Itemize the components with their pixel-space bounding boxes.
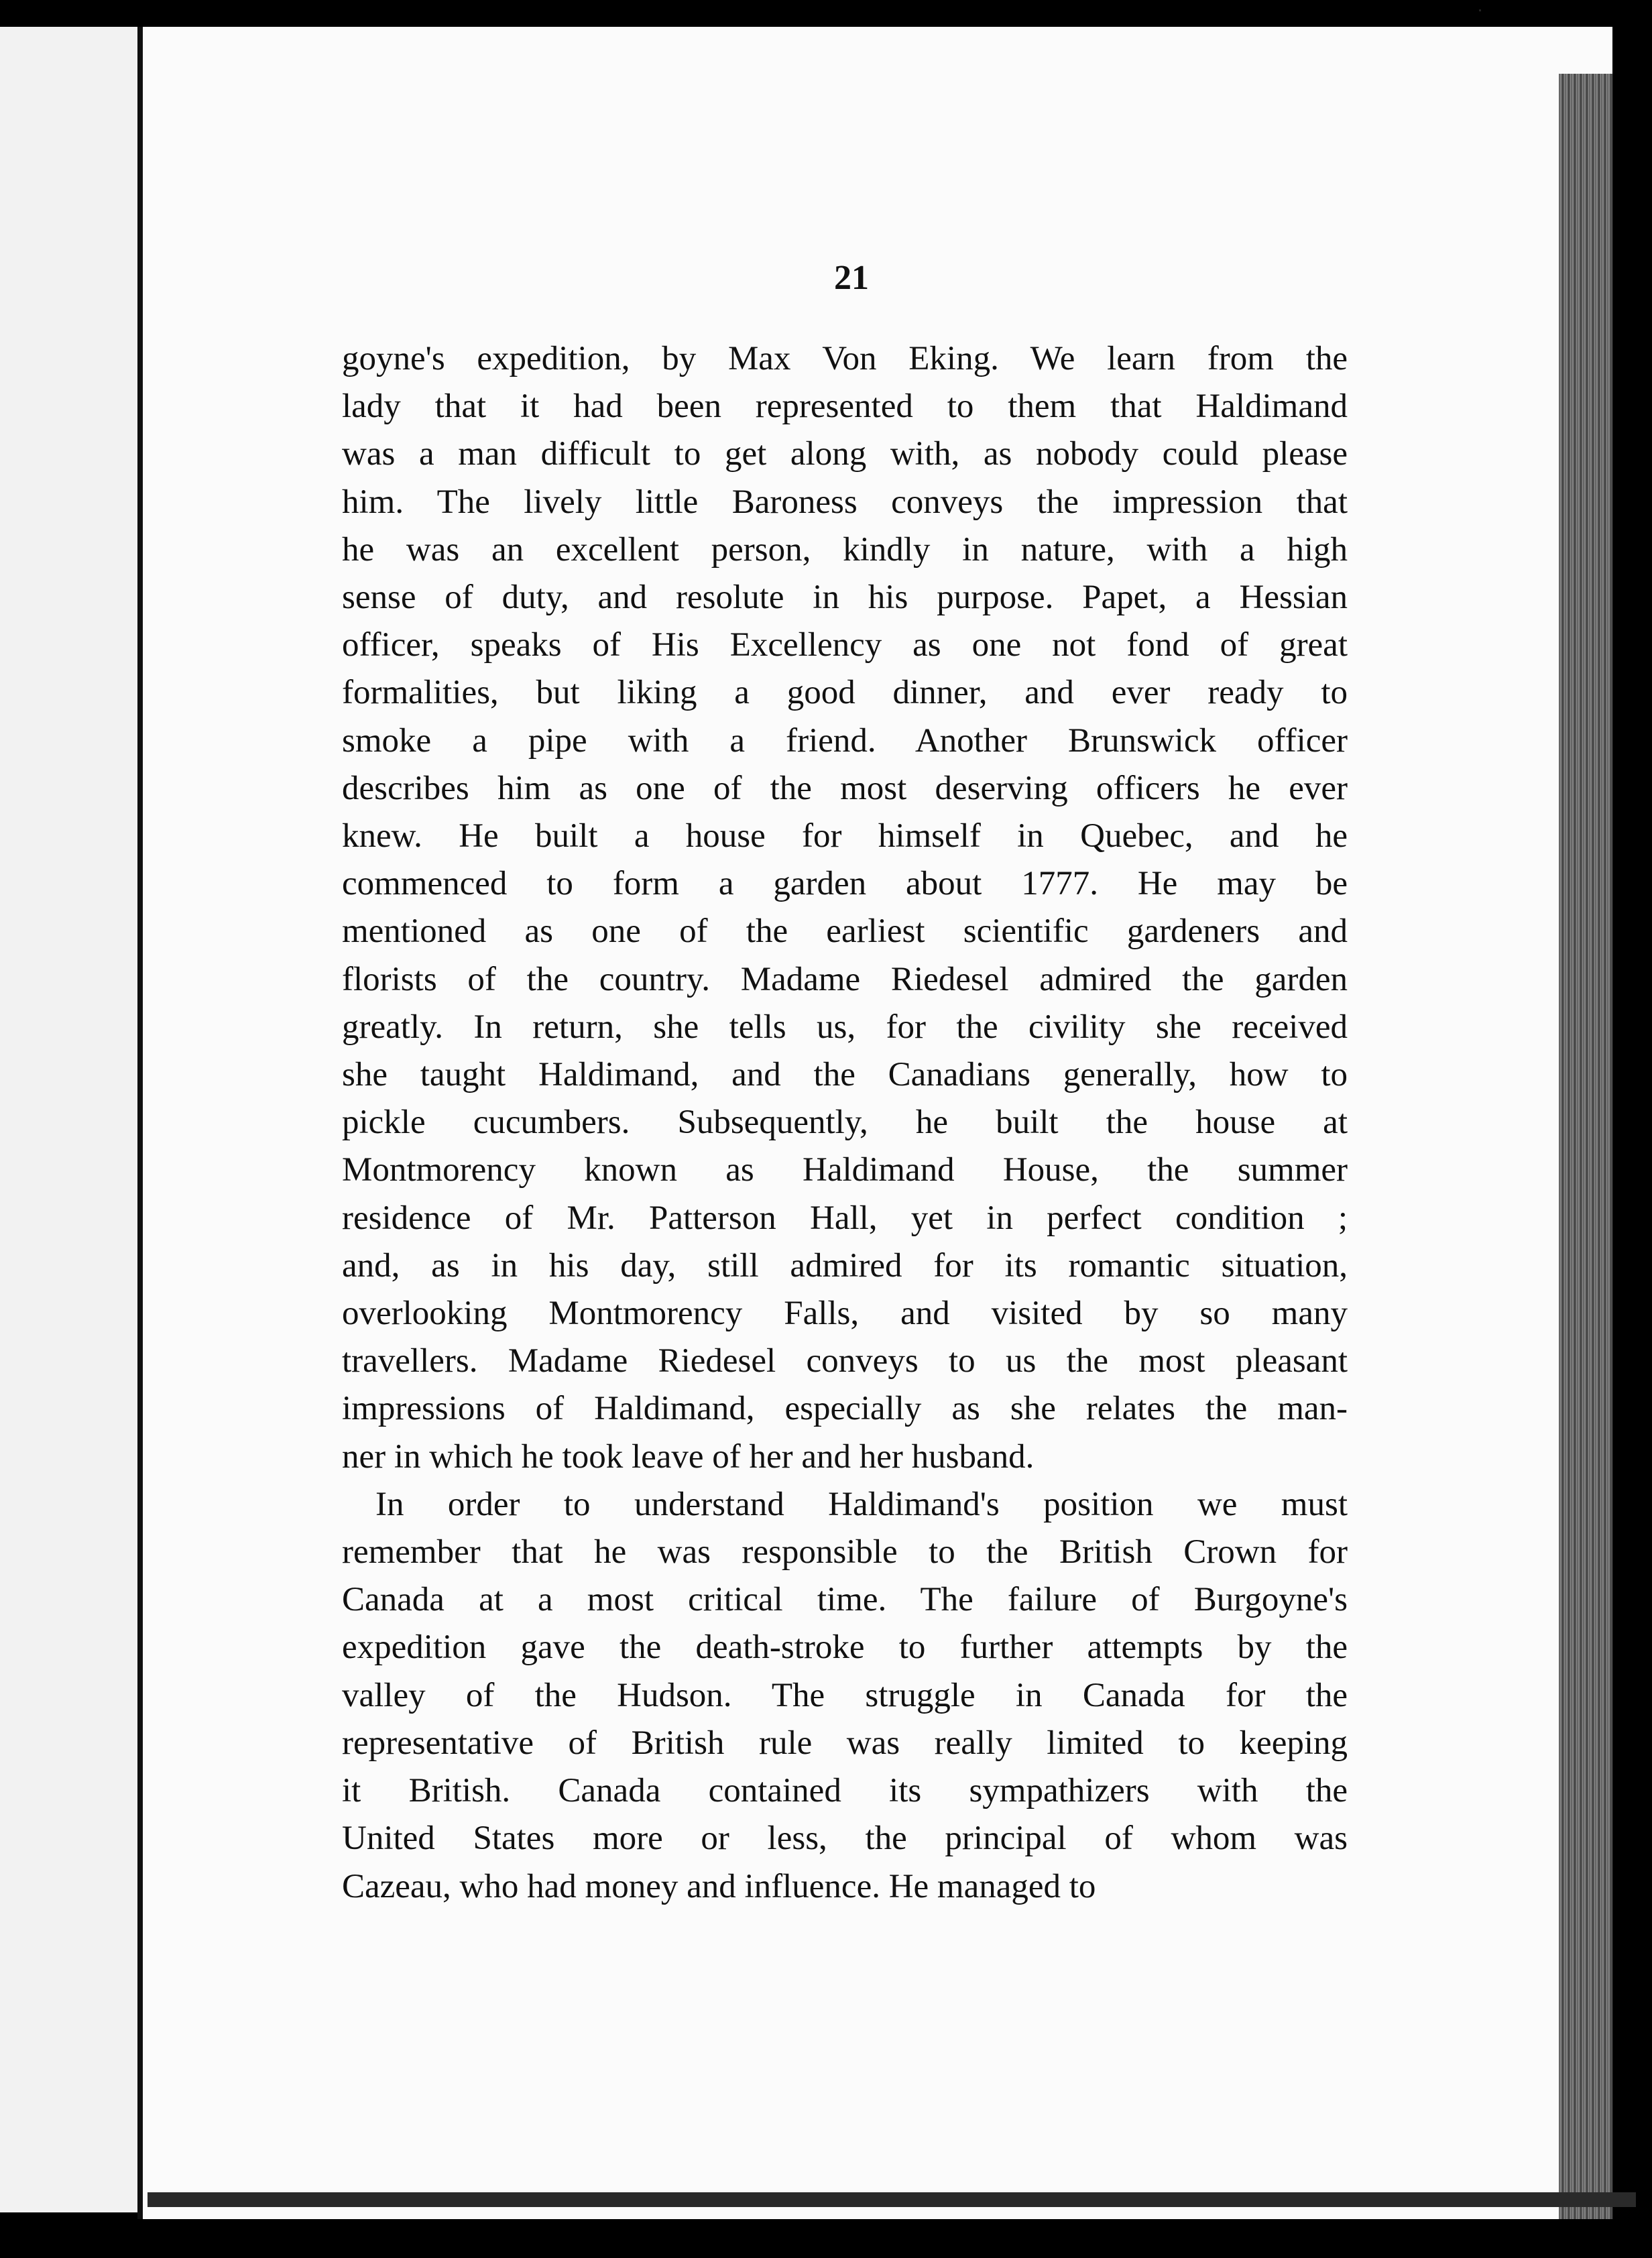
text-line: describes him as one of the most deserving officers he ever (342, 769, 1348, 807)
text-line: mentioned as one of the earliest scientific gardeners and (342, 912, 1348, 951)
text-line: goyne's expedition, by Max Von Eking. We learn from the (342, 340, 1348, 377)
text-line: valley of the Hudson. The struggle in Canada for the (342, 1676, 1348, 1714)
text-line: she taught Haldimand, and the Canadians generally, how to (342, 1056, 1348, 1094)
text-line: lady that it had been represented to them that Haldimand (342, 388, 1348, 426)
body-text (342, 335, 1348, 1911)
text-line: pickle cucumbers. Subsequently, he built the house at (342, 1104, 1348, 1142)
text-line: florists of the country. Madame Riedesel admired the garden (342, 960, 1348, 998)
text-line: remember that he was responsible to the British Crown for (342, 1533, 1348, 1571)
text-line: commenced to form a garden about 1777. He may be (342, 865, 1348, 903)
text-line: In order to understand Haldimand's position we must (375, 1485, 1348, 1523)
text-line: and, as in his day, still admired for its romantic situation, (342, 1246, 1348, 1285)
text-line: formalities, but liking a good dinner, and ever ready to (342, 674, 1348, 712)
page-stack-edge (1559, 74, 1612, 2219)
text-line: officer, speaks of His Excellency as one not fond of great (342, 626, 1348, 664)
text-line: was a man difficult to get along with, as nobody could please (342, 435, 1348, 473)
text-line: Montmorency known as Haldimand House, the summer (342, 1151, 1348, 1189)
paragraph (342, 335, 1348, 1481)
paragraph (342, 1481, 1348, 1911)
text-line: residence of Mr. Patterson Hall, yet in perfect condition ; (342, 1199, 1348, 1237)
scan-speck-mark: ˙ (1475, 7, 1485, 30)
text-line: sense of duty, and resolute in his purpose. Papet, a Hessian (342, 579, 1348, 617)
text-line: he was an excellent person, kindly in nature, with a high (342, 530, 1348, 569)
page-bottom-edge (148, 2192, 1636, 2207)
text-line: impressions of Haldimand, especially as she relates the man- (342, 1390, 1348, 1428)
text-line: travellers. Madame Riedesel conveys to us the most pleasant (342, 1342, 1348, 1380)
text-line: it British. Canada contained its sympathizers with the (342, 1772, 1348, 1810)
page-number: 21 (834, 259, 869, 297)
text-line: Cazeau, who had money and influence. He managed to (342, 1867, 1096, 1905)
text-line: greatly. In return, she tells us, for the civility she received (342, 1008, 1348, 1046)
text-line: United States more or less, the principal of whom was (342, 1820, 1348, 1858)
text-line: overlooking Montmorency Falls, and visited by so many (342, 1295, 1348, 1333)
text-line: knew. He built a house for himself in Quebec, and he (342, 817, 1348, 855)
text-line: smoke a pipe with a friend. Another Brunswick officer (342, 721, 1348, 760)
text-line: Canada at a most critical time. The failure of Burgoyne's (342, 1581, 1348, 1619)
text-line: ner in which he took leave of her and her husband. (342, 1437, 1035, 1476)
text-line: him. The lively little Baroness conveys the impression that (342, 483, 1348, 521)
text-line: representative of British rule was really limited to keeping (342, 1724, 1348, 1762)
text-line: expedition gave the death-stroke to further attempts by the (342, 1628, 1348, 1667)
